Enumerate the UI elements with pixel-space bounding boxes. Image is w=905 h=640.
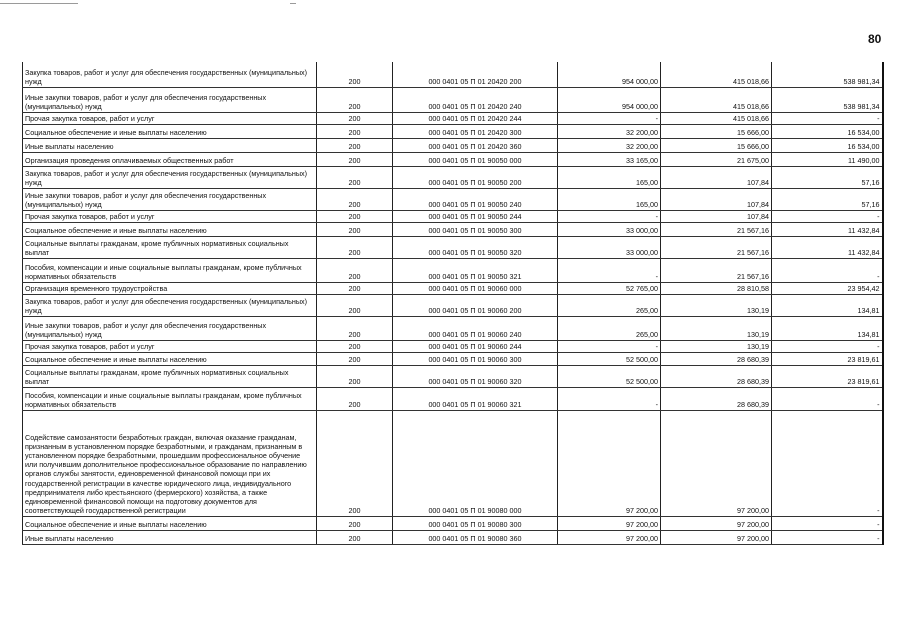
line-code-cell: 200: [317, 352, 393, 365]
approved-amount-cell: -: [558, 387, 661, 410]
indicator-name-cell: [23, 516, 317, 530]
indicator-name: Пособия, компенсации и иные социальные выплаты гражданам, кроме публичных нормативных обязательств: [25, 263, 302, 282]
indicator-name-cell: [23, 410, 317, 516]
executed-amount-cell: 130,19: [661, 340, 772, 352]
budget-classification-code-cell: 000 0401 05 П 01 90050 244: [393, 210, 558, 222]
table-row: [23, 352, 883, 365]
executed-amount-cell: 28 680,39: [661, 365, 772, 387]
table-row: [23, 282, 883, 294]
table-row: [23, 112, 883, 124]
table-body: [23, 62, 883, 544]
indicator-name-cell: [23, 222, 317, 236]
indicator-name-cell: [23, 258, 317, 282]
approved-amount-cell: 954 000,00: [558, 87, 661, 112]
table-row: [23, 387, 883, 410]
line-code-cell: 200: [317, 236, 393, 258]
line-code-cell: 200: [317, 282, 393, 294]
executed-amount-cell: 28 680,39: [661, 352, 772, 365]
executed-amount-cell: 97 200,00: [661, 410, 772, 516]
remaining-amount-cell: 538 981,34: [772, 87, 883, 112]
budget-classification-code-cell: 000 0401 05 П 01 90060 240: [393, 316, 558, 340]
indicator-name: Иные закупки товаров, работ и услуг для обеспечения государственных (муниципальных) нужд: [25, 191, 267, 210]
table-row: [23, 62, 883, 87]
budget-classification-code-cell: 000 0401 05 П 01 90060 300: [393, 352, 558, 365]
indicator-name-cell: [23, 62, 317, 87]
executed-amount-cell: 130,19: [661, 316, 772, 340]
table-row: [23, 87, 883, 112]
table-row: [23, 210, 883, 222]
indicator-name: Иные закупки товаров, работ и услуг для обеспечения государственных (муниципальных) нужд: [25, 93, 267, 112]
indicator-name: Социальное обеспечение и иные выплаты населению: [25, 128, 207, 138]
table-row: [23, 365, 883, 387]
table-row: [23, 138, 883, 152]
table-row: [23, 222, 883, 236]
indicator-name-cell: [23, 294, 317, 316]
budget-classification-code-cell: 000 0401 05 П 01 90060 200: [393, 294, 558, 316]
scan-artifact-mark: [0, 3, 78, 4]
executed-amount-cell: 107,84: [661, 188, 772, 210]
approved-amount-cell: -: [558, 340, 661, 352]
remaining-amount-cell: 11 432,84: [772, 236, 883, 258]
line-code-cell: 200: [317, 210, 393, 222]
remaining-amount-cell: 23 819,61: [772, 352, 883, 365]
approved-amount-cell: 954 000,00: [558, 62, 661, 87]
indicator-name: Прочая закупка товаров, работ и услуг: [25, 114, 155, 124]
remaining-amount-cell: 134,81: [772, 316, 883, 340]
scan-artifact-mark: [290, 3, 296, 4]
approved-amount-cell: 97 200,00: [558, 516, 661, 530]
remaining-amount-cell: -: [772, 410, 883, 516]
executed-amount-cell: 28 680,39: [661, 387, 772, 410]
indicator-name: Иные закупки товаров, работ и услуг для обеспечения государственных (муниципальных) нужд: [25, 321, 267, 340]
executed-amount-cell: 28 810,58: [661, 282, 772, 294]
budget-classification-code-cell: 000 0401 05 П 01 90050 200: [393, 166, 558, 188]
budget-classification-code-cell: 000 0401 05 П 01 90060 320: [393, 365, 558, 387]
remaining-amount-cell: -: [772, 516, 883, 530]
remaining-amount-cell: 16 534,00: [772, 124, 883, 138]
line-code-cell: 200: [317, 124, 393, 138]
indicator-name-cell: [23, 166, 317, 188]
approved-amount-cell: -: [558, 112, 661, 124]
line-code-cell: 200: [317, 138, 393, 152]
indicator-name-cell: [23, 236, 317, 258]
executed-amount-cell: 21 567,16: [661, 222, 772, 236]
line-code-cell: 200: [317, 294, 393, 316]
line-code-cell: 200: [317, 62, 393, 87]
line-code-cell: 200: [317, 530, 393, 544]
budget-classification-code-cell: 000 0401 05 П 01 90050 300: [393, 222, 558, 236]
indicator-name-cell: [23, 352, 317, 365]
indicator-name: Прочая закупка товаров, работ и услуг: [25, 212, 155, 222]
line-code-cell: 200: [317, 112, 393, 124]
table-row: [23, 340, 883, 352]
table-row: [23, 316, 883, 340]
remaining-amount-cell: 57,16: [772, 166, 883, 188]
indicator-name-cell: [23, 87, 317, 112]
indicator-name: Прочая закупка товаров, работ и услуг: [25, 342, 155, 352]
page-number: 80: [868, 32, 882, 46]
table-row: [23, 124, 883, 138]
remaining-amount-cell: 16 534,00: [772, 138, 883, 152]
budget-classification-code-cell: 000 0401 05 П 01 20420 300: [393, 124, 558, 138]
remaining-amount-cell: 11 432,84: [772, 222, 883, 236]
indicator-name-cell: [23, 282, 317, 294]
indicator-name-cell: [23, 188, 317, 210]
indicator-name: Закупка товаров, работ и услуг для обеспечения государственных (муниципальных) нужд: [25, 297, 308, 316]
remaining-amount-cell: -: [772, 340, 883, 352]
indicator-name: Социальное обеспечение и иные выплаты населению: [25, 520, 207, 530]
approved-amount-cell: 32 200,00: [558, 124, 661, 138]
line-code-cell: 200: [317, 166, 393, 188]
indicator-name: Иные выплаты населению: [25, 534, 114, 544]
remaining-amount-cell: 11 490,00: [772, 152, 883, 166]
table-row: [23, 166, 883, 188]
approved-amount-cell: 32 200,00: [558, 138, 661, 152]
budget-classification-code-cell: 000 0401 05 П 01 90080 360: [393, 530, 558, 544]
indicator-name-cell: [23, 124, 317, 138]
executed-amount-cell: 97 200,00: [661, 530, 772, 544]
line-code-cell: 200: [317, 87, 393, 112]
remaining-amount-cell: -: [772, 530, 883, 544]
indicator-name: Организация проведения оплачиваемых общественных работ: [25, 156, 234, 166]
table-row: [23, 188, 883, 210]
remaining-amount-cell: 538 981,34: [772, 62, 883, 87]
executed-amount-cell: 415 018,66: [661, 112, 772, 124]
table-row: [23, 516, 883, 530]
table-row: [23, 258, 883, 282]
line-code-cell: 200: [317, 340, 393, 352]
remaining-amount-cell: 23 819,61: [772, 365, 883, 387]
budget-classification-code-cell: 000 0401 05 П 01 90060 000: [393, 282, 558, 294]
indicator-name-cell: [23, 210, 317, 222]
budget-classification-code-cell: 000 0401 05 П 01 20420 240: [393, 87, 558, 112]
indicator-name-cell: [23, 138, 317, 152]
budget-classification-code-cell: 000 0401 05 П 01 90080 300: [393, 516, 558, 530]
table-row: [23, 152, 883, 166]
remaining-amount-cell: -: [772, 210, 883, 222]
indicator-name-cell: [23, 365, 317, 387]
remaining-amount-cell: 23 954,42: [772, 282, 883, 294]
indicator-name: Содействие самозанятости безработных граждан, включая оказание гражданам, признанным в установленном порядке безработными, и гражданам, признанным в установленном порядке безработными, прошедшим профессиональное обучение или получившим дополнительное профессиональное образование по направлению органов службы занятости, единовременной финансовой помощи при их государственной регистрации в качестве юридического лица, индивидуального предпринимателя либо крестьянского (фермерского) хозяйства, а также единовременной финансовой помощи на подготовку документов для соответствующей государственной регистрации: [25, 432, 307, 516]
approved-amount-cell: 52 500,00: [558, 365, 661, 387]
indicator-name-cell: [23, 530, 317, 544]
table-row: [23, 294, 883, 316]
indicator-name: Иные выплаты населению: [25, 142, 114, 152]
executed-amount-cell: 415 018,66: [661, 62, 772, 87]
budget-classification-code-cell: 000 0401 05 П 01 90080 000: [393, 410, 558, 516]
budget-classification-code-cell: 000 0401 05 П 01 20420 244: [393, 112, 558, 124]
budget-classification-code-cell: 000 0401 05 П 01 20420 360: [393, 138, 558, 152]
executed-amount-cell: 415 018,66: [661, 87, 772, 112]
approved-amount-cell: 52 765,00: [558, 282, 661, 294]
line-code-cell: 200: [317, 152, 393, 166]
line-code-cell: 200: [317, 516, 393, 530]
executed-amount-cell: 107,84: [661, 166, 772, 188]
remaining-amount-cell: 57,16: [772, 188, 883, 210]
remaining-amount-cell: -: [772, 112, 883, 124]
budget-classification-code-cell: 000 0401 05 П 01 90050 321: [393, 258, 558, 282]
indicator-name-cell: [23, 112, 317, 124]
indicator-name: Социальное обеспечение и иные выплаты населению: [25, 355, 207, 365]
executed-amount-cell: 21 567,16: [661, 236, 772, 258]
approved-amount-cell: 165,00: [558, 188, 661, 210]
table-row: [23, 236, 883, 258]
table-row: [23, 530, 883, 544]
indicator-name-cell: [23, 152, 317, 166]
budget-classification-code-cell: 000 0401 05 П 01 90060 244: [393, 340, 558, 352]
indicator-name: Закупка товаров, работ и услуг для обеспечения государственных (муниципальных) нужд: [25, 68, 308, 87]
indicator-name: Социальное обеспечение и иные выплаты населению: [25, 226, 207, 236]
executed-amount-cell: 130,19: [661, 294, 772, 316]
approved-amount-cell: 52 500,00: [558, 352, 661, 365]
line-code-cell: 200: [317, 316, 393, 340]
budget-classification-code-cell: 000 0401 05 П 01 20420 200: [393, 62, 558, 87]
table-row: [23, 410, 883, 516]
executed-amount-cell: 97 200,00: [661, 516, 772, 530]
indicator-name-cell: [23, 316, 317, 340]
approved-amount-cell: 33 000,00: [558, 222, 661, 236]
indicator-name: Социальные выплаты гражданам, кроме публичных нормативных социальных выплат: [25, 368, 289, 387]
executed-amount-cell: 15 666,00: [661, 124, 772, 138]
remaining-amount-cell: -: [772, 258, 883, 282]
approved-amount-cell: -: [558, 258, 661, 282]
line-code-cell: 200: [317, 365, 393, 387]
remaining-amount-cell: 134,81: [772, 294, 883, 316]
line-code-cell: 200: [317, 410, 393, 516]
budget-classification-code-cell: 000 0401 05 П 01 90050 000: [393, 152, 558, 166]
budget-classification-code-cell: 000 0401 05 П 01 90050 240: [393, 188, 558, 210]
approved-amount-cell: 265,00: [558, 316, 661, 340]
executed-amount-cell: 21 675,00: [661, 152, 772, 166]
indicator-name-cell: [23, 387, 317, 410]
indicator-name-cell: [23, 340, 317, 352]
approved-amount-cell: 97 200,00: [558, 410, 661, 516]
approved-amount-cell: -: [558, 210, 661, 222]
indicator-name: Закупка товаров, работ и услуг для обеспечения государственных (муниципальных) нужд: [25, 169, 308, 188]
indicator-name: Пособия, компенсации и иные социальные выплаты гражданам, кроме публичных нормативных обязательств: [25, 391, 302, 410]
line-code-cell: 200: [317, 222, 393, 236]
approved-amount-cell: 33 000,00: [558, 236, 661, 258]
line-code-cell: 200: [317, 258, 393, 282]
budget-execution-table: [22, 62, 884, 545]
remaining-amount-cell: -: [772, 387, 883, 410]
line-code-cell: 200: [317, 188, 393, 210]
line-code-cell: 200: [317, 387, 393, 410]
approved-amount-cell: 265,00: [558, 294, 661, 316]
indicator-name: Организация временного трудоустройства: [25, 284, 168, 294]
budget-classification-code-cell: 000 0401 05 П 01 90060 321: [393, 387, 558, 410]
executed-amount-cell: 15 666,00: [661, 138, 772, 152]
approved-amount-cell: 33 165,00: [558, 152, 661, 166]
approved-amount-cell: 97 200,00: [558, 530, 661, 544]
executed-amount-cell: 21 567,16: [661, 258, 772, 282]
executed-amount-cell: 107,84: [661, 210, 772, 222]
budget-classification-code-cell: 000 0401 05 П 01 90050 320: [393, 236, 558, 258]
approved-amount-cell: 165,00: [558, 166, 661, 188]
indicator-name: Социальные выплаты гражданам, кроме публичных нормативных социальных выплат: [25, 239, 289, 258]
